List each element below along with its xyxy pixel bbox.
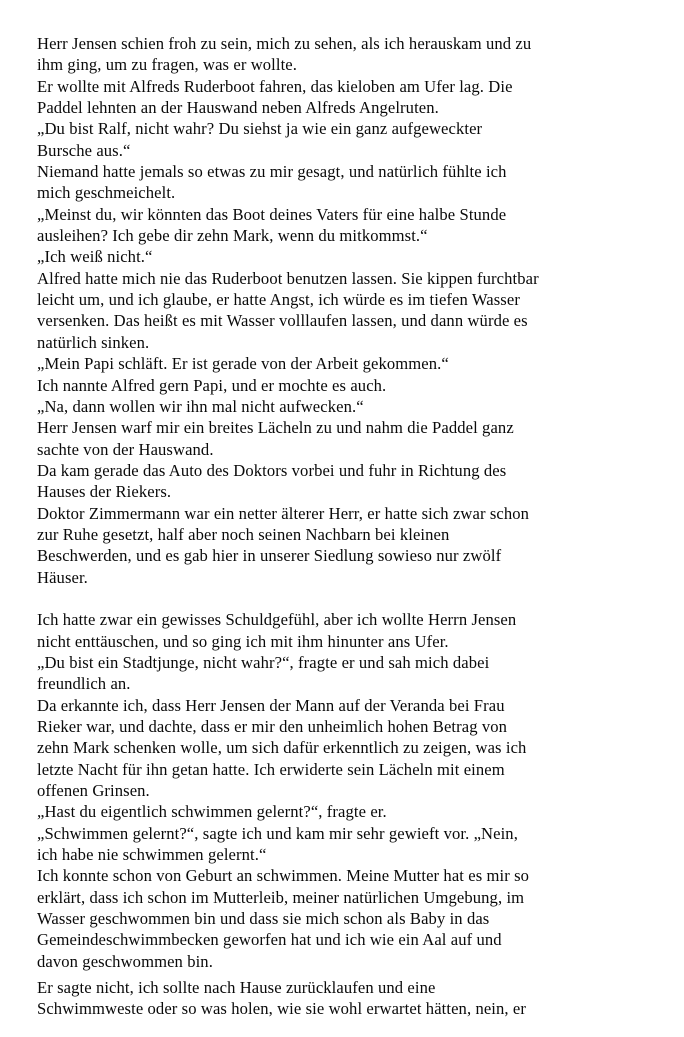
text-line: Niemand hatte jemals so etwas zu mir gesagt, und natürlich fühlte ich [37,162,507,182]
text-line: freundlich an. [37,674,131,694]
paragraph [37,76,657,119]
paragraph [37,652,657,695]
text-line: Herr Jensen warf mir ein breites Lächeln zu und nahm die Paddel ganz [37,418,514,438]
paragraph [37,865,657,972]
text-line: letzte Nacht für ihn getan hatte. Ich erwiderte sein Lächeln mit einem [37,759,505,779]
text-line: „Mein Papi schläft. Er ist gerade von der Arbeit gekommen.“ [37,354,449,374]
paragraph [37,268,657,353]
paragraph [37,161,657,204]
text-line: Paddel lehnten an der Hauswand neben Alfreds Angelruten. [37,98,439,118]
text-line: Schwimmweste oder so was holen, wie sie wohl erwartet hätten, nein, er [37,999,527,1019]
text-line: erklärt, dass ich schon im Mutterleib, meiner natürlichen Umgebung, im [37,887,525,907]
paragraph [37,33,657,76]
text-line: Gemeindeschwimmbecken geworfen hat und ich wie ein Aal auf und [37,930,502,950]
paragraph [37,695,657,802]
text-line: zur Ruhe gesetzt, half aber noch seinen Nachbarn bei kleinen [37,524,450,544]
text-line: Beschwerden, und es gab hier in unserer Siedlung sowieso nur zwölf [37,546,502,566]
text-line: „Meinst du, wir könnten das Boot deines Vaters für eine halbe Stunde [37,204,507,224]
text-line: Herr Jensen schien froh zu sein, mich zu sehen, als ich herauskam und zu [37,34,532,53]
paragraph [37,204,657,247]
text-line: Ich hatte zwar ein gewisses Schuldgefühl, aber ich wollte Herrn Jensen [37,610,517,630]
text-line: „Du bist ein Stadtjunge, nicht wahr?“, fragte er und sah mich dabei [37,652,490,672]
text-line: Wasser geschwommen bin und dass sie mich schon als Baby in das [37,909,490,929]
text-line: „Schwimmen gelernt?“, sagte ich und kam mir sehr gewieft vor. „Nein, [37,823,518,843]
text-line: Er sagte nicht, ich sollte nach Hause zurücklaufen und eine [37,978,436,998]
text-line: Ich nannte Alfred gern Papi, und er mochte es auch. [37,375,387,395]
paragraph [37,118,657,161]
text-line: Ich konnte schon von Geburt an schwimmen. Meine Mutter hat es mir so [37,866,530,886]
paragraph [37,353,657,374]
text-line: mich geschmeichelt. [37,183,176,203]
text-line: Doktor Zimmermann war ein netter älterer Herr, er hatte sich zwar schon [37,503,530,523]
paragraph [37,609,657,652]
paragraph [37,823,657,866]
paragraph [37,396,657,417]
text-line: ausleihen? Ich gebe dir zehn Mark, wenn du mitkommst.“ [37,226,428,246]
text-line: „Hast du eigentlich schwimmen gelernt?“, fragte er. [37,802,387,822]
text-column [37,33,657,1020]
text-line: Er wollte mit Alfreds Ruderboot fahren, das kieloben am Ufer lag. Die [37,76,513,96]
text-line: versenken. Das heißt es mit Wasser volllaufen lassen, und dann würde es [37,311,528,331]
paragraph [37,375,657,396]
text-line: ihm ging, um zu fragen, was er wollte. [37,55,298,75]
paragraph [37,503,657,588]
paragraph [37,801,657,822]
text-line: Häuser. [37,567,88,587]
text-line: „Na, dann wollen wir ihn mal nicht aufwecken.“ [37,396,364,416]
text-line: leicht um, und ich glaube, er hatte Angst, ich würde es im tiefen Wasser [37,290,520,310]
text-line: Alfred hatte mich nie das Ruderboot benutzen lassen. Sie kippen furchtbar [37,268,539,288]
paragraph [37,977,657,1020]
paragraph [37,460,657,503]
text-line: Rieker war, und dachte, dass er mir den unheimlich hohen Betrag von [37,717,508,736]
text-line: nicht enttäuschen, und so ging ich mit ihm hinunter ans Ufer. [37,631,449,651]
paragraph [37,246,657,267]
text-line: „Ich weiß nicht.“ [37,247,153,267]
text-line: Da kam gerade das Auto des Doktors vorbei und fuhr in Richtung des [37,460,507,480]
text-line: Bursche aus.“ [37,140,131,160]
text-line: davon geschwommen bin. [37,951,213,971]
text-line: Da erkannte ich, dass Herr Jensen der Mann auf der Veranda bei Frau [37,695,505,715]
paragraph [37,417,657,460]
text-line: Hauses der Riekers. [37,482,172,502]
text-line: offenen Grinsen. [37,781,150,801]
text-line: zehn Mark schenken wolle, um sich dafür erkenntlich zu zeigen, was ich [37,738,527,758]
text-line: sachte von der Hauswand. [37,439,214,459]
text-line: natürlich sinken. [37,332,150,352]
text-line: „Du bist Ralf, nicht wahr? Du siehst ja wie ein ganz aufgeweckter [37,119,483,139]
text-line: ich habe nie schwimmen gelernt.“ [37,845,267,865]
